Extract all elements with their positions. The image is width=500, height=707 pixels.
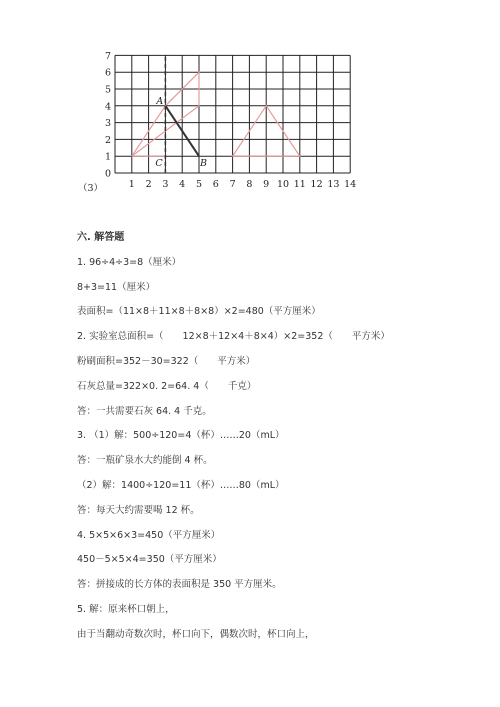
point-label-c: C — [155, 158, 163, 170]
grid-figure — [70, 50, 370, 216]
x-tick-label: 9 — [263, 179, 270, 190]
answer-line: 由于当翻动奇数次时，杯口向下，偶数次时，杯口向上， — [77, 629, 315, 640]
x-tick-label: 3 — [162, 179, 169, 190]
answer-line: 3. （1）解：500÷120=4（杯）……20（mL） — [77, 430, 285, 441]
y-tick-label: 7 — [104, 50, 111, 62]
x-tick-label: 5 — [195, 179, 203, 190]
answer-line: 450－5×5×4=350（平方厘米） — [77, 554, 222, 565]
answer-line: 答：拼接成的长方体的表面积是 350 平方厘米。 — [77, 579, 282, 590]
point-label-a: A — [156, 95, 164, 107]
point-label-b: B — [200, 158, 207, 170]
x-tick-label: 10 — [276, 179, 290, 190]
y-tick-label: 4 — [104, 101, 111, 113]
x-tick-label: 1 — [128, 179, 135, 190]
answer-line: 石灰总量=322×0. 2=64. 4（ 千克） — [77, 381, 257, 392]
x-tick-label: 6 — [212, 179, 219, 190]
x-tick-label: 2 — [145, 179, 152, 190]
answer-line: 粉刷面积=352－30=322（ 平方米） — [77, 356, 256, 367]
x-tick-label: 7 — [229, 179, 236, 190]
answer-line: 2. 实验室总面积=（ 12×8＋12×4＋8×4）×2=352（ 平方米） — [77, 331, 390, 342]
y-tick-label: 5 — [104, 84, 111, 96]
answer-line: 答：一共需要石灰 64. 4 千克。 — [77, 406, 212, 417]
x-tick-label: 8 — [246, 179, 253, 190]
y-tick-label: 0 — [104, 168, 111, 180]
answer-line: （2）解：1400÷120=11（杯）……80（mL） — [77, 480, 285, 491]
y-tick-label: 6 — [104, 67, 111, 79]
x-tick-label: 13 — [327, 179, 340, 190]
section-heading: 六. 解答题 — [77, 232, 125, 243]
x-tick-label: 4 — [179, 179, 186, 190]
answer-line: 5. 解：原来杯口朝上， — [77, 604, 175, 615]
coordinate-grid — [70, 50, 370, 212]
answer-line: 答：一瓶矿泉水大约能倒 4 杯。 — [77, 455, 213, 466]
y-tick-label: 1 — [104, 151, 111, 163]
x-tick-label: 12 — [310, 179, 323, 190]
answer-line: 4. 5×5×6×3=450（平方厘米） — [77, 530, 221, 541]
answer-line: 8+3=11（厘米） — [77, 282, 156, 293]
x-tick-label: 14 — [344, 179, 357, 190]
answer-line: 表面积=（11×8＋11×8＋8×8）×2=480（平方厘米） — [77, 306, 321, 317]
y-tick-label: 2 — [104, 134, 111, 146]
y-tick-label: 3 — [104, 118, 111, 130]
x-tick-label: 11 — [293, 179, 306, 190]
answer-line: 1. 96÷4÷3=8（厘米） — [77, 257, 182, 268]
figure-label: （3） — [78, 183, 104, 194]
answer-line: 答：每天大约需要喝 12 杯。 — [77, 505, 200, 516]
